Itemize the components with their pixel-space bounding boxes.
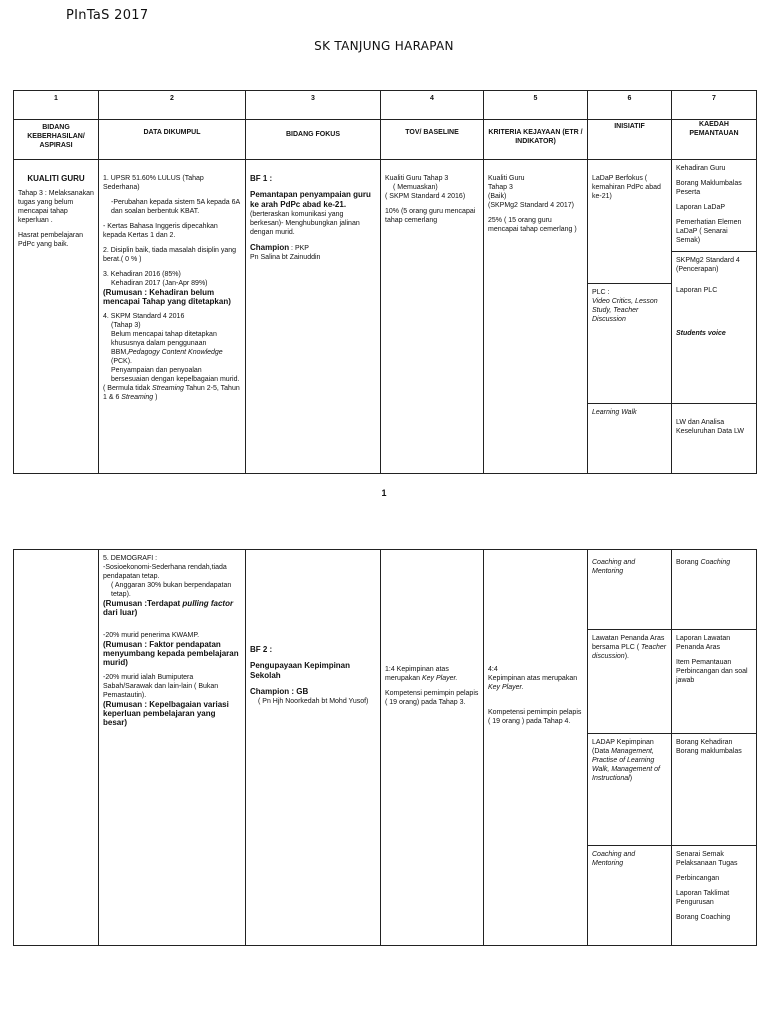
inisiatif-cell: [588, 734, 672, 846]
col-title-bidang: BIDANG KEBERHASILAN/ ASPIRASI: [14, 120, 99, 160]
col-title-inisiatif: INISIATIF: [588, 120, 672, 160]
data-item: Penyampaian dan penyoalan bersesuaian dengan kepelbagaian murid.: [111, 367, 240, 383]
kaedah-cell: [672, 550, 757, 630]
text-span: Teacher discussion: [592, 644, 667, 660]
text-span: Lawatan Penanda Aras bersama PLC (: [592, 635, 665, 651]
tov-content: [385, 665, 479, 707]
column-number-row: [14, 91, 757, 120]
program-title: PInTaS 2017: [66, 8, 149, 23]
text-span: Pedagogy Content Knowledge: [128, 349, 223, 356]
kaedah-cell: Borang Kehadiran Borang maklumbalas: [672, 734, 757, 846]
champion-role: : GB: [289, 687, 309, 696]
kaedah-item: (Pencerapan): [676, 266, 719, 273]
data-item: 1. UPSR 51.60% LULUS (Tahap Sederhana): [103, 175, 204, 191]
kriteria-content: [488, 665, 583, 726]
champion-name: ( Pn Hjh Noorkedah bt Mohd Yusof): [258, 698, 369, 705]
kriteria-line: Kompetensi pemimpin pelapis: [488, 709, 582, 716]
kaedah-item: Laporan LaDaP: [676, 204, 726, 211]
kaedah-item: Kehadiran Guru: [676, 165, 726, 172]
kriteria-line: 4:4: [488, 666, 498, 673]
data-item: (Tahap 3): [111, 322, 141, 329]
text-span: Borang: [676, 559, 701, 566]
inisiatif-cell: [588, 283, 672, 403]
tov-line: 10% (5 orang guru mencapai tahap cemerlang: [385, 208, 476, 224]
data-item: [103, 384, 241, 402]
col-title-tov: TOV/ BASELINE: [381, 120, 484, 160]
text-span: 1:4 Kepimpinan atas merupakan: [385, 666, 449, 682]
kaedah-item: SKPMg2 Standard 4: [676, 257, 740, 264]
bidang-cell: [14, 160, 99, 474]
text-span: pulling factor: [182, 599, 234, 608]
plan-table-2: [13, 549, 757, 946]
bf-title: Pemantapan penyampaian guru ke arah PdPc abad ke-21.: [250, 190, 371, 209]
champion-line: [250, 243, 376, 253]
page-number: 1: [381, 488, 387, 498]
kriteria-cell: [484, 160, 588, 474]
tov-line: ( SKPM Standard 4 2016): [385, 193, 466, 200]
text-span: LADAP Kepimpinan (Data: [592, 739, 654, 755]
data-item: [103, 339, 241, 366]
tov-cell: [381, 160, 484, 474]
col-number: 1: [14, 91, 99, 120]
col-number: 3: [246, 91, 381, 120]
text-span: ).: [624, 653, 629, 660]
rumusan-text: (Rumusan : Faktor pendapatan menyumbang kepada pembelajaran murid): [103, 640, 239, 667]
col-title-fokus: BIDANG FOKUS: [246, 120, 381, 160]
champion-name: Pn Salina bt Zainuddin: [250, 254, 321, 261]
column-title-row: [14, 120, 757, 160]
kriteria-line: (Baik): [488, 193, 507, 200]
col-number: 2: [99, 91, 246, 120]
data-item: -Perubahan kepada sistem 5A kepada 6A dan soalan berbentuk KBAT.: [111, 199, 240, 215]
kaedah-item: Perbincangan: [676, 875, 720, 882]
text-span: (PCK).: [111, 358, 132, 365]
kriteria-line: [488, 674, 583, 692]
inisiatif-cell: Coaching and Mentoring: [588, 550, 672, 630]
kaedah-item: Borang Maklumbalas Peserta: [676, 180, 742, 196]
text-span: Streaming: [121, 394, 154, 401]
bidang-cell: [14, 550, 99, 946]
data-item: 2. Disiplin baik, tiada masalah disiplin yang berat.( 0 % ): [103, 247, 237, 263]
rumusan-text: [103, 599, 241, 617]
data-cell: [99, 160, 246, 474]
kaedah-cell: [672, 630, 757, 734]
text-span: Tahun 2-5, Tahun 1 & 6: [103, 385, 240, 401]
tov-line: Kompetensi pemimpin pelapis ( 19 orang) pada Tahap 3.: [385, 690, 479, 706]
col-title-kriteria: KRITERIA KEJAYAAN (ETR / INDIKATOR): [484, 120, 588, 160]
text-span: ): [629, 775, 633, 782]
col-title-kaedah: KAEDAH PEMANTAUAN: [672, 120, 757, 160]
inisiatif-item: PLC :: [592, 288, 610, 296]
kaedah-cell: [672, 846, 757, 946]
fokus-content: [250, 645, 376, 706]
champion-line: [250, 687, 376, 697]
kaedah-item: Senarai Semak Pelaksanaan Tugas: [676, 851, 738, 867]
text-span: Key Player.: [421, 675, 458, 682]
data-item: 5. DEMOGRAFI :: [103, 555, 158, 562]
fokus-cell: [246, 550, 381, 946]
text-span: Kepimpinan atas merupakan: [488, 675, 578, 682]
bf-label: BF 1 :: [250, 174, 273, 183]
bf-label: BF 2 :: [250, 645, 273, 654]
col-title-data: DATA DIKUMPUL: [99, 120, 246, 160]
tov-line: ( Memuaskan): [393, 184, 438, 191]
champion-label: Champion: [250, 687, 290, 696]
kaedah-subsection: [672, 251, 756, 338]
col-number: 6: [588, 91, 672, 120]
text-span: Coaching: [700, 559, 731, 566]
bidang-text: Tahap 3 : Melaksanakan tugas yang belum mencapai tahap keperluan .: [18, 190, 94, 224]
data-item: Kehadiran 2017 (Jan-Apr 89%): [111, 280, 208, 287]
kaedah-cell: LW dan Analisa Keseluruhan Data LW: [672, 403, 757, 473]
text-span: ): [153, 394, 158, 401]
bidang-title: KUALITI GURU: [27, 174, 85, 183]
inisiatif-cell: Learning Walk: [588, 403, 672, 473]
table-row: [14, 550, 757, 630]
text-span: Key Player.: [488, 684, 524, 691]
text-span: (Rumusan :Terdapat: [103, 599, 183, 608]
data-item: 3. Kehadiran 2016 (85%): [103, 271, 181, 278]
data-item: -Sosioekonomi-Sederhana rendah,tiada pendapatan tetap.: [103, 564, 227, 580]
kriteria-cell: [484, 550, 588, 946]
fokus-cell: [246, 160, 381, 474]
kaedah-cell: [672, 160, 757, 404]
kaedah-item: Pemerhatian Elemen LaDaP ( Senarai Semak): [676, 219, 742, 244]
col-number: 7: [672, 91, 757, 120]
rumusan-text: (Rumusan : Kehadiran belum mencapai Tahap yang ditetapkan): [103, 288, 231, 306]
data-item: -20% murid ialah Bumiputera Sabah/Sarawak dan lain-lain ( Bukan Pemastautin).: [103, 674, 219, 699]
text-span: ( Bermula tidak: [103, 385, 153, 392]
col-number: 5: [484, 91, 588, 120]
bf-title: Pengupayaan Kepimpinan Sekolah: [250, 661, 351, 680]
table-row: [14, 160, 757, 284]
data-item: -20% murid penerima KWAMP.: [103, 632, 200, 639]
kriteria-line: Tahap 3: [488, 184, 513, 191]
inisiatif-cell: Coaching and Mentoring: [588, 846, 672, 946]
kriteria-line: Kualiti Guru: [488, 175, 525, 182]
data-item: 4. SKPM Standard 4 2016: [103, 313, 185, 320]
text-span: khususnya dalam penggunaan BBM,: [111, 340, 207, 356]
text-span: Streaming: [152, 385, 184, 392]
plan-table-1: [13, 90, 757, 474]
kaedah-item: Laporan PLC: [676, 287, 718, 294]
kaedah-item: Borang Coaching: [676, 914, 731, 921]
kriteria-line: ( 19 orang ) pada Tahap 4.: [488, 718, 571, 725]
kaedah-item: Laporan Taklimat Pengurusan: [676, 890, 730, 906]
data-item: Belum mencapai tahap ditetapkan: [111, 331, 217, 338]
data-item: - Kertas Bahasa Inggeris dipecahkan kepada Kertas 1 dan 2.: [103, 223, 218, 239]
col-number: 4: [381, 91, 484, 120]
inisiatif-cell: [588, 630, 672, 734]
data-cell: [99, 550, 246, 946]
champion-role: : PKP: [289, 245, 309, 252]
rumusan-text: (Rumusan : Kepelbagaian variasi keperluan pembelajaran yang besar): [103, 700, 229, 727]
tov-line: Kualiti Guru Tahap 3: [385, 175, 449, 182]
kriteria-line: 25% ( 15 orang guru mencapai tahap cemerlang ): [488, 217, 577, 233]
text-span: Management, Practise of Learning Walk, Management of Instructional: [592, 748, 660, 782]
champion-label: Champion: [250, 243, 290, 252]
text-span: dari luar): [103, 608, 138, 617]
kriteria-line: (SKPMg2 Standard 4 2017): [488, 202, 574, 209]
bf-description: (berteraskan komunikasi yang berkesan)- Menghubungkan jalinan dengan murid.: [250, 211, 360, 236]
tov-line: [385, 665, 479, 683]
kaedah-item: Students voice: [676, 330, 726, 337]
kaedah-item: Item Pemantauan Perbincangan dan soal jawab: [676, 659, 748, 684]
kaedah-item: Laporan Lawatan Penanda Aras: [676, 635, 731, 651]
tov-cell: [381, 550, 484, 946]
data-item: ( Anggaran 30% bukan berpendapatan tetap).: [111, 582, 232, 598]
inisiatif-cell: LaDaP Berfokus ( kemahiran PdPc abad ke-21): [588, 160, 672, 284]
school-name: SK TANJUNG HARAPAN: [314, 39, 454, 53]
bidang-text: Hasrat pembelajaran PdPc yang baik.: [18, 232, 83, 248]
inisiatif-item: Video Critics, Lesson Study, Teacher Discussion: [592, 297, 658, 323]
